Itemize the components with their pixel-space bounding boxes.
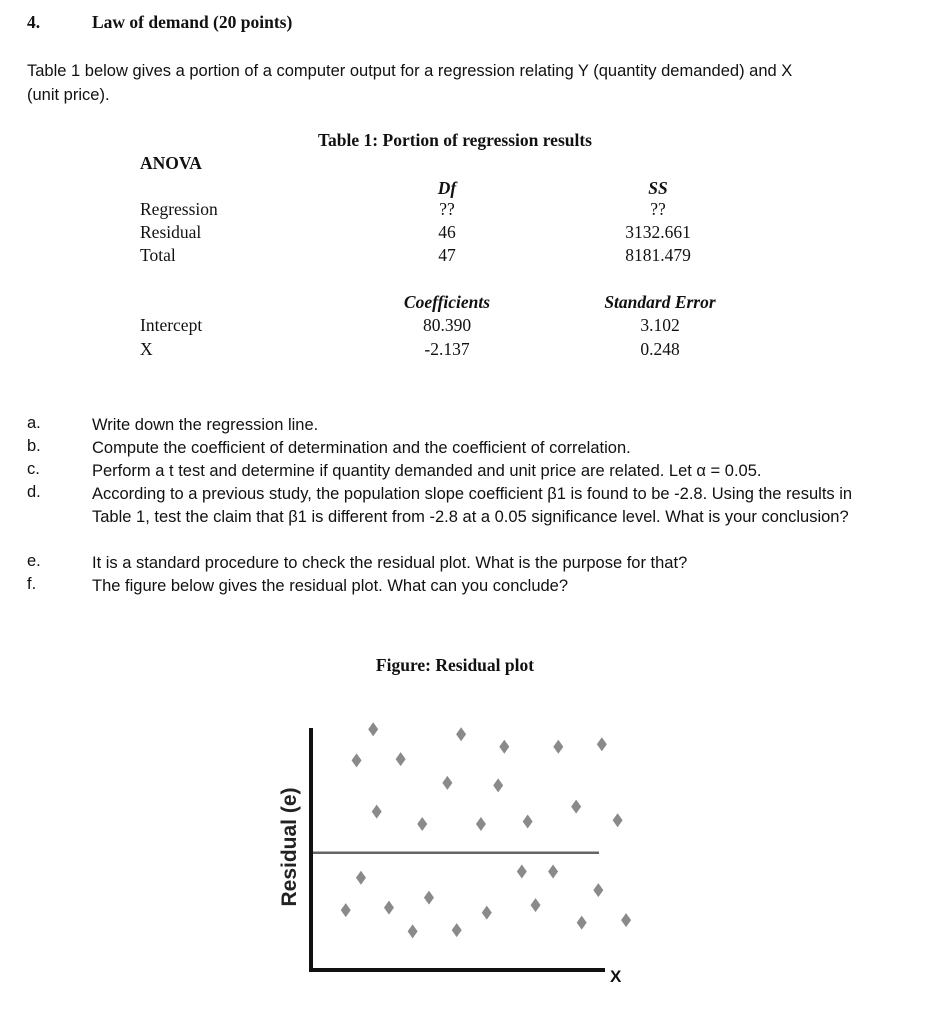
data-point (424, 891, 434, 905)
data-point (531, 898, 541, 912)
data-point (597, 737, 607, 751)
data-point (482, 906, 492, 920)
df-value: ?? (439, 199, 455, 219)
se-value: 0.248 (640, 339, 680, 359)
data-point (499, 740, 509, 754)
question-label: e. (27, 552, 41, 570)
question-text: It is a standard procedure to check the residual plot. What is the purpose for that? (92, 554, 688, 572)
question-text: Perform a t test and determine if quantity demanded and unit price are related. Let α = 0.05. (92, 462, 762, 480)
data-point (368, 722, 378, 736)
x-axis-label: X (610, 967, 622, 986)
problem-number: 4. (27, 12, 41, 32)
y-axis-label: Residual (e) (278, 787, 301, 907)
data-point (456, 727, 466, 741)
data-point (548, 864, 558, 878)
data-point (553, 740, 563, 754)
data-point (593, 883, 603, 897)
question-label: b. (27, 437, 41, 455)
question-label: f. (27, 575, 37, 593)
question-label: d. (27, 483, 41, 501)
data-point (493, 778, 503, 792)
se-value: 3.102 (640, 315, 680, 335)
data-point (372, 805, 382, 819)
data-point (452, 923, 462, 937)
anova-label: ANOVA (140, 153, 202, 173)
data-point (621, 913, 631, 927)
figure-title: Figure: Residual plot (375, 655, 535, 675)
ss-value: 8181.479 (625, 245, 691, 265)
coef-value: -2.137 (424, 339, 470, 359)
row-label: Intercept (140, 315, 203, 335)
problem-title: Law of demand (20 points) (92, 12, 293, 32)
row-label: Residual (140, 222, 202, 242)
question-label: a. (27, 414, 41, 432)
data-point (384, 901, 394, 915)
data-points (341, 722, 631, 938)
row-label: X (140, 339, 153, 359)
question-text: According to a previous study, the population slope coefficient β1 is found to be -2.8. Using the results in Table 1, test the claim that β1 is different from -2.8 at a 0.05 significance level. What is your conclusion? (92, 485, 853, 526)
row-label: Total (140, 245, 176, 265)
data-point (408, 924, 418, 938)
row-label: Regression (140, 199, 218, 219)
data-point (577, 916, 587, 930)
coef-value: 80.390 (422, 315, 472, 335)
data-point (442, 776, 452, 790)
coefficients-header: Coefficients (403, 292, 491, 312)
data-point (517, 864, 527, 878)
data-point (476, 817, 486, 831)
ss-value: ?? (650, 199, 666, 219)
df-header: Df (437, 178, 457, 198)
standard-error-header: Standard Error (604, 292, 716, 312)
df-value: 46 (438, 222, 456, 242)
ss-header: SS (648, 178, 668, 198)
intro-line-2: (unit price). (27, 86, 110, 104)
question-text: Compute the coefficient of determination and the coefficient of correlation. (92, 439, 631, 457)
question-text: Write down the regression line. (92, 416, 319, 434)
ss-value: 3132.661 (625, 222, 691, 242)
data-point (523, 815, 533, 829)
data-point (396, 752, 406, 766)
df-value: 47 (438, 245, 456, 265)
data-point (613, 813, 623, 827)
data-point (356, 871, 366, 885)
data-point (417, 817, 427, 831)
data-point (352, 753, 362, 767)
intro-line-1: Table 1 below gives a portion of a computer output for a regression relating Y (quantity demanded) and X (27, 62, 793, 80)
residual-plot (260, 700, 660, 1000)
table-title: Table 1: Portion of regression results (317, 130, 593, 150)
question-text: The figure below gives the residual plot. What can you conclude? (92, 577, 569, 595)
question-label: c. (27, 460, 40, 478)
data-point (341, 903, 351, 917)
data-point (571, 800, 581, 814)
